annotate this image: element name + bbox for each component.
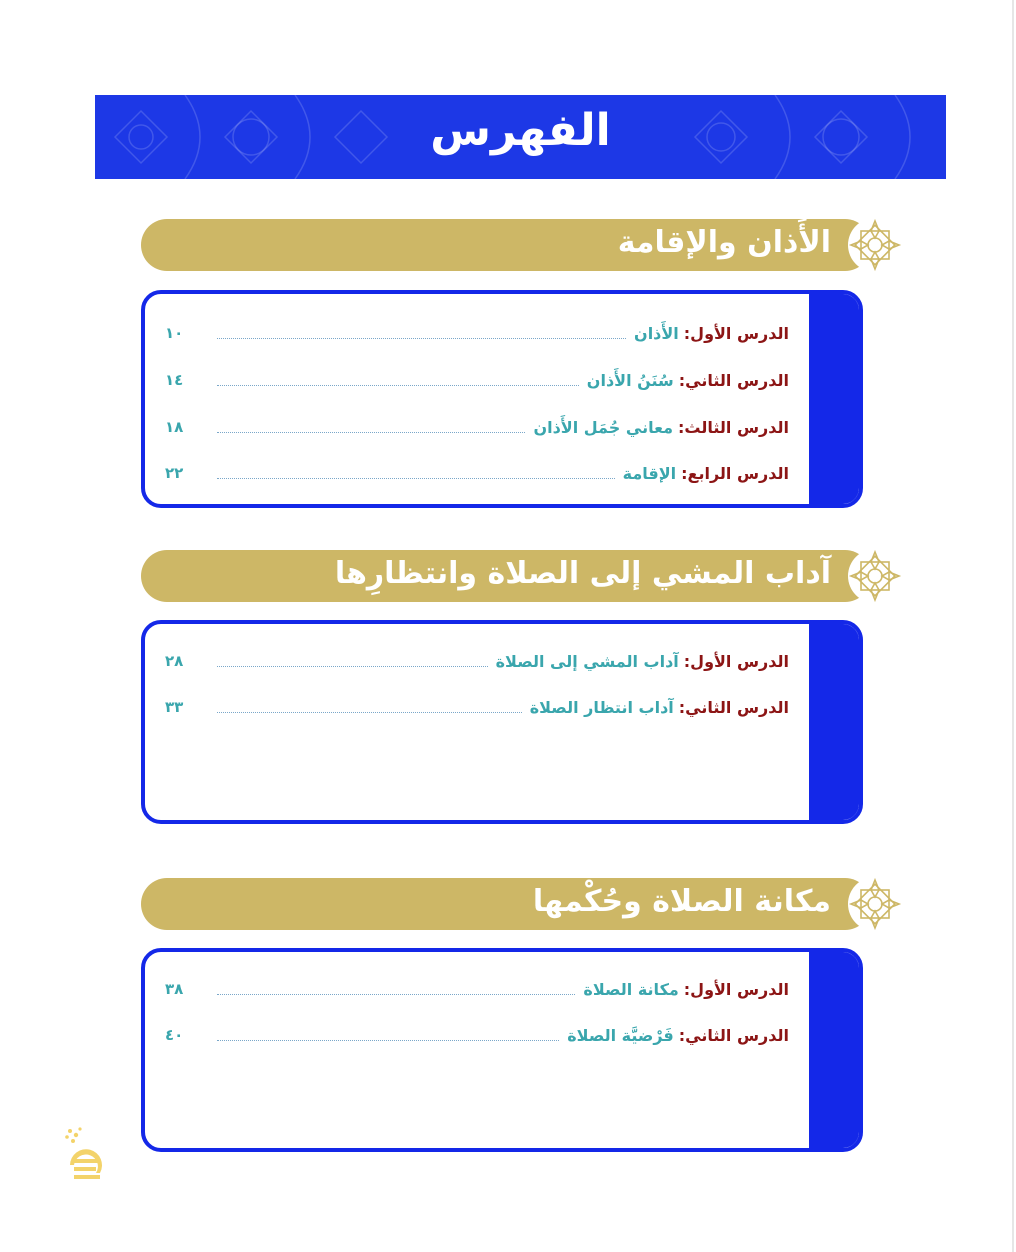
unit-2-label: الوحدة الثانية	[775, 654, 800, 790]
unit-2-title: آداب المشي إلى الصلاة وانتظارِها	[334, 556, 831, 591]
unit-2-tab	[775, 624, 859, 820]
unit-3-lessons-box	[141, 948, 863, 1152]
page-title: الفهرس	[430, 105, 611, 156]
unit-1-label: الوحدة الأولى	[772, 328, 797, 470]
star-flower-icon	[847, 217, 903, 273]
page-title-banner	[95, 95, 946, 179]
lesson-label: الدرس الأول:	[683, 323, 789, 343]
lesson-label: الدرس الرابع:	[681, 463, 789, 483]
dot-leader	[217, 337, 626, 339]
toc-entry[interactable]	[165, 365, 789, 395]
unit-3-header	[141, 878, 903, 930]
lesson-name: معاني جُمَل الأَذان	[533, 417, 674, 437]
toc-entry[interactable]	[165, 412, 789, 442]
unit-1-lessons-box	[141, 290, 863, 508]
unit-3-title: مكانة الصلاة وحُكْمها	[532, 884, 831, 919]
lesson-label: الدرس الثاني:	[678, 697, 789, 717]
dot-leader	[217, 993, 575, 995]
page-number: ١٨	[165, 418, 184, 436]
lesson-label: الدرس الثالث:	[678, 417, 789, 437]
unit-1-tab	[772, 294, 859, 504]
toc-entry[interactable]	[165, 646, 789, 676]
toc-entry[interactable]	[165, 1020, 789, 1050]
lesson-label: الدرس الثاني:	[678, 370, 789, 390]
lesson-name: فَرْضيَّة الصلاة	[567, 1025, 674, 1045]
unit-2-lessons-box	[141, 620, 863, 824]
lesson-name: الإقامة	[622, 463, 677, 483]
unit-1-title: الأَذان والإقامة	[617, 225, 831, 260]
lesson-name: مكانة الصلاة	[583, 979, 679, 999]
page-number: ١٤	[165, 371, 184, 389]
star-flower-icon	[847, 548, 903, 604]
unit-3-label: الوحدة الثالثة	[775, 982, 800, 1118]
lesson-name: سُنَنُ الأَذان	[586, 370, 674, 390]
lesson-name: آداب انتظار الصلاة	[529, 697, 674, 717]
toc-entry[interactable]	[165, 318, 789, 348]
lesson-label: الدرس الثاني:	[678, 1025, 789, 1045]
page-number: ٤٠	[165, 1026, 184, 1044]
dot-leader	[217, 431, 525, 433]
star-flower-icon	[847, 876, 903, 932]
unit-1-header	[141, 219, 903, 271]
dot-leader	[217, 711, 522, 713]
dot-leader	[217, 1039, 559, 1041]
dot-leader	[217, 665, 488, 667]
page-number: ٣٨	[165, 980, 184, 998]
lesson-name: آداب المشي إلى الصلاة	[495, 651, 679, 671]
toc-entry[interactable]	[165, 974, 789, 1004]
page-number: ٣٣	[165, 698, 184, 716]
lesson-label: الدرس الأول:	[683, 979, 789, 999]
unit-2-header	[141, 550, 903, 602]
lesson-label: الدرس الأول:	[683, 651, 789, 671]
toc-entry[interactable]	[165, 458, 789, 488]
page-number: ٢٢	[165, 464, 184, 482]
publisher-logo	[60, 1125, 108, 1185]
toc-entry[interactable]	[165, 692, 789, 722]
page-number: ١٠	[165, 324, 184, 342]
lesson-name: الأَذان	[634, 323, 679, 343]
page-edge-line	[1012, 0, 1014, 1252]
unit-3-tab	[775, 952, 859, 1148]
page-number: ٢٨	[165, 652, 184, 670]
dot-leader	[217, 477, 615, 479]
dot-leader	[217, 384, 579, 386]
